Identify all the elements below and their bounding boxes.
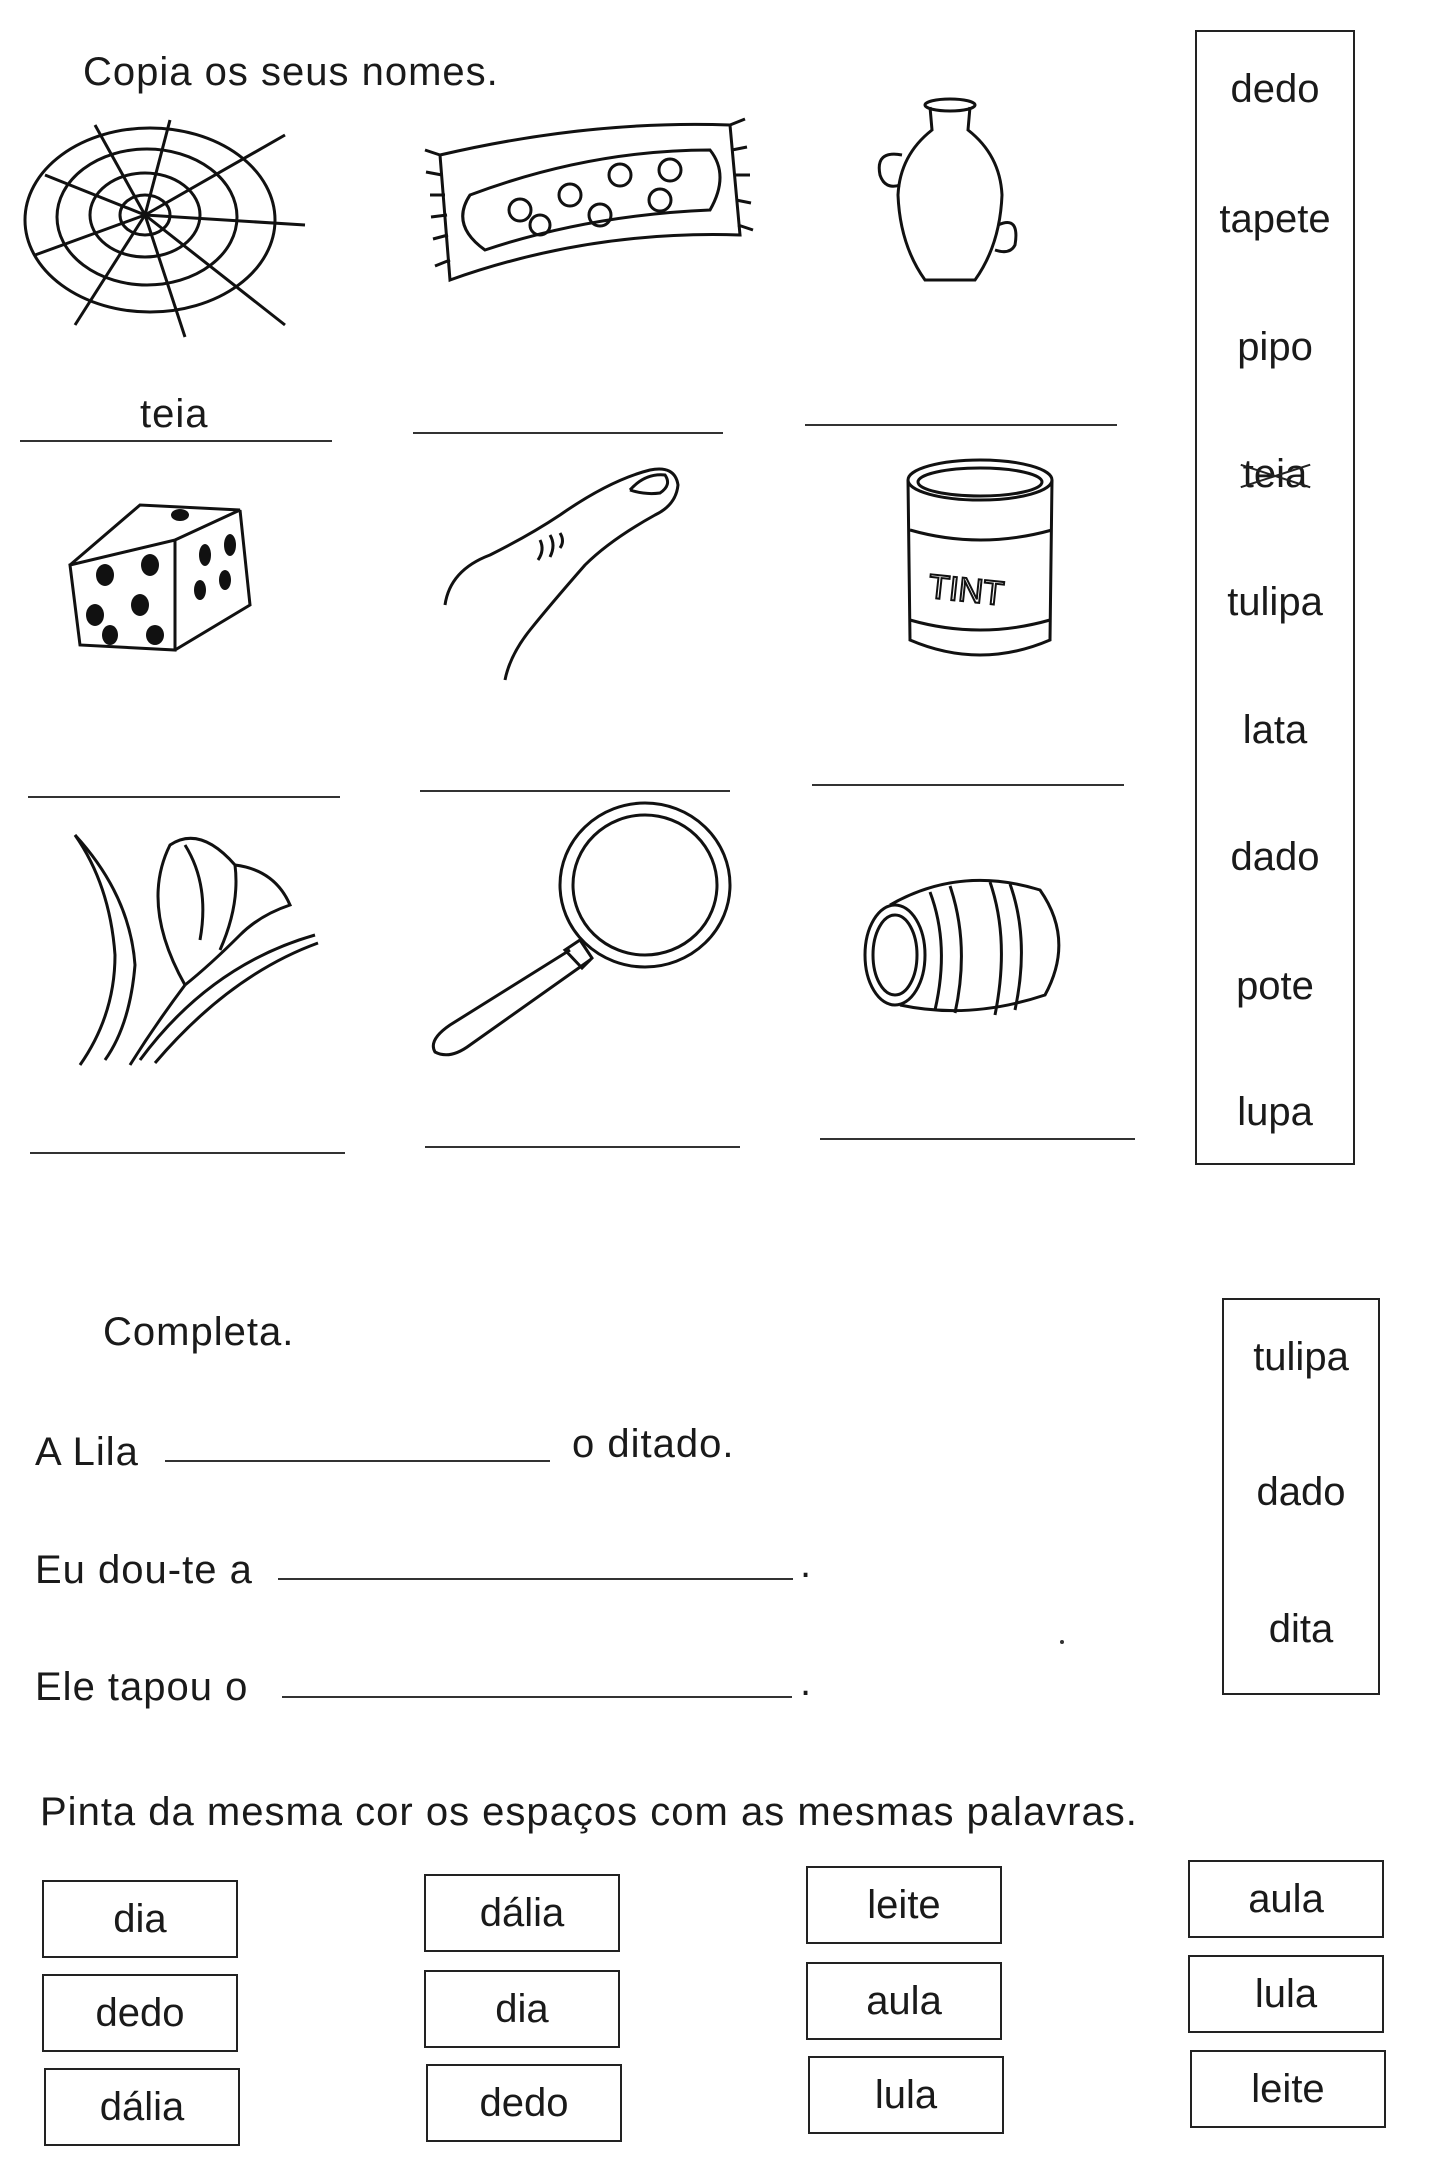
word-box-c1-r2[interactable]: dedo: [42, 1974, 238, 2052]
answer-line-3[interactable]: [805, 424, 1117, 426]
section1-heading: Copia os seus nomes.: [83, 50, 499, 94]
die-icon: [65, 495, 255, 655]
tulip-icon: [60, 825, 325, 1070]
sample-answer: teia: [140, 392, 209, 436]
word-box-c1-r1[interactable]: dia: [42, 1880, 238, 1958]
rug-icon: [420, 115, 760, 290]
sentence-2-end: .: [800, 1542, 813, 1586]
word-box-c3-r2[interactable]: aula: [806, 1962, 1002, 2040]
answer-line-6[interactable]: [812, 784, 1124, 786]
sentence-1-blank[interactable]: [165, 1460, 550, 1462]
finger-icon: [440, 455, 690, 685]
word-box-c4-r3[interactable]: leite: [1190, 2050, 1386, 2128]
word-box-c3-r1[interactable]: leite: [806, 1866, 1002, 1944]
answer-line-9[interactable]: [820, 1138, 1135, 1140]
word-box-c4-r1[interactable]: aula: [1188, 1860, 1384, 1938]
answer-line-5[interactable]: [420, 790, 730, 792]
word-bank-item-crossed: [1197, 452, 1353, 497]
word-bank-item: dado: [1256, 1470, 1346, 1514]
word-box-c2-r3[interactable]: dedo: [426, 2064, 622, 2142]
word-bank-2: [1222, 1298, 1380, 1695]
word-bank-item: dita: [1268, 1607, 1334, 1651]
sentence-2-start: Eu dou-te a: [35, 1548, 253, 1592]
spider-web-icon: [35, 115, 305, 340]
sentence-3-start: Ele tapou o: [35, 1665, 249, 1709]
answer-line-2[interactable]: [413, 432, 723, 434]
answer-line-1[interactable]: [20, 440, 332, 442]
word-bank-item: dado: [1230, 835, 1320, 879]
word-box-c2-r1[interactable]: dália: [424, 1874, 620, 1952]
word-box-c1-r3[interactable]: dália: [44, 2068, 240, 2146]
section3-heading: Pinta da mesma cor os espaços com as mesmas palavras.: [40, 1790, 1138, 1834]
sentence-1-start: A Lila: [35, 1430, 139, 1474]
sentence-2-blank[interactable]: [278, 1578, 793, 1580]
word-bank-item: lata: [1242, 708, 1308, 752]
paint-can-label: TINT: [926, 567, 1006, 614]
word-bank-item: lupa: [1237, 1090, 1313, 1134]
speck: [1060, 1640, 1064, 1644]
word-bank-item: tapete: [1219, 197, 1331, 241]
sentence-3-blank[interactable]: [282, 1696, 792, 1698]
paint-can-icon: [900, 455, 1060, 670]
barrel-icon: [860, 870, 1070, 1020]
word-bank-item: tulipa: [1227, 580, 1323, 624]
word-bank-item: dedo: [1230, 67, 1320, 111]
word-bank-item: pote: [1236, 964, 1314, 1008]
magnifying-glass-icon: [420, 800, 740, 1060]
word-box-c4-r2[interactable]: lula: [1188, 1955, 1384, 2033]
word-bank-item: tulipa: [1253, 1335, 1349, 1379]
word-bank-item: pipo: [1237, 325, 1313, 369]
sentence-1-end: o ditado.: [572, 1422, 735, 1466]
crossed-word: teia: [1242, 452, 1308, 496]
answer-line-4[interactable]: [28, 796, 340, 798]
answer-line-7[interactable]: [30, 1152, 345, 1154]
answer-line-8[interactable]: [425, 1146, 740, 1148]
sentence-3-end: .: [800, 1660, 813, 1704]
vase-icon: [870, 95, 1030, 290]
word-bank-1: [1195, 30, 1355, 1165]
section2-heading: Completa.: [103, 1310, 295, 1354]
word-box-c3-r3[interactable]: lula: [808, 2056, 1004, 2134]
word-box-c2-r2[interactable]: dia: [424, 1970, 620, 2048]
